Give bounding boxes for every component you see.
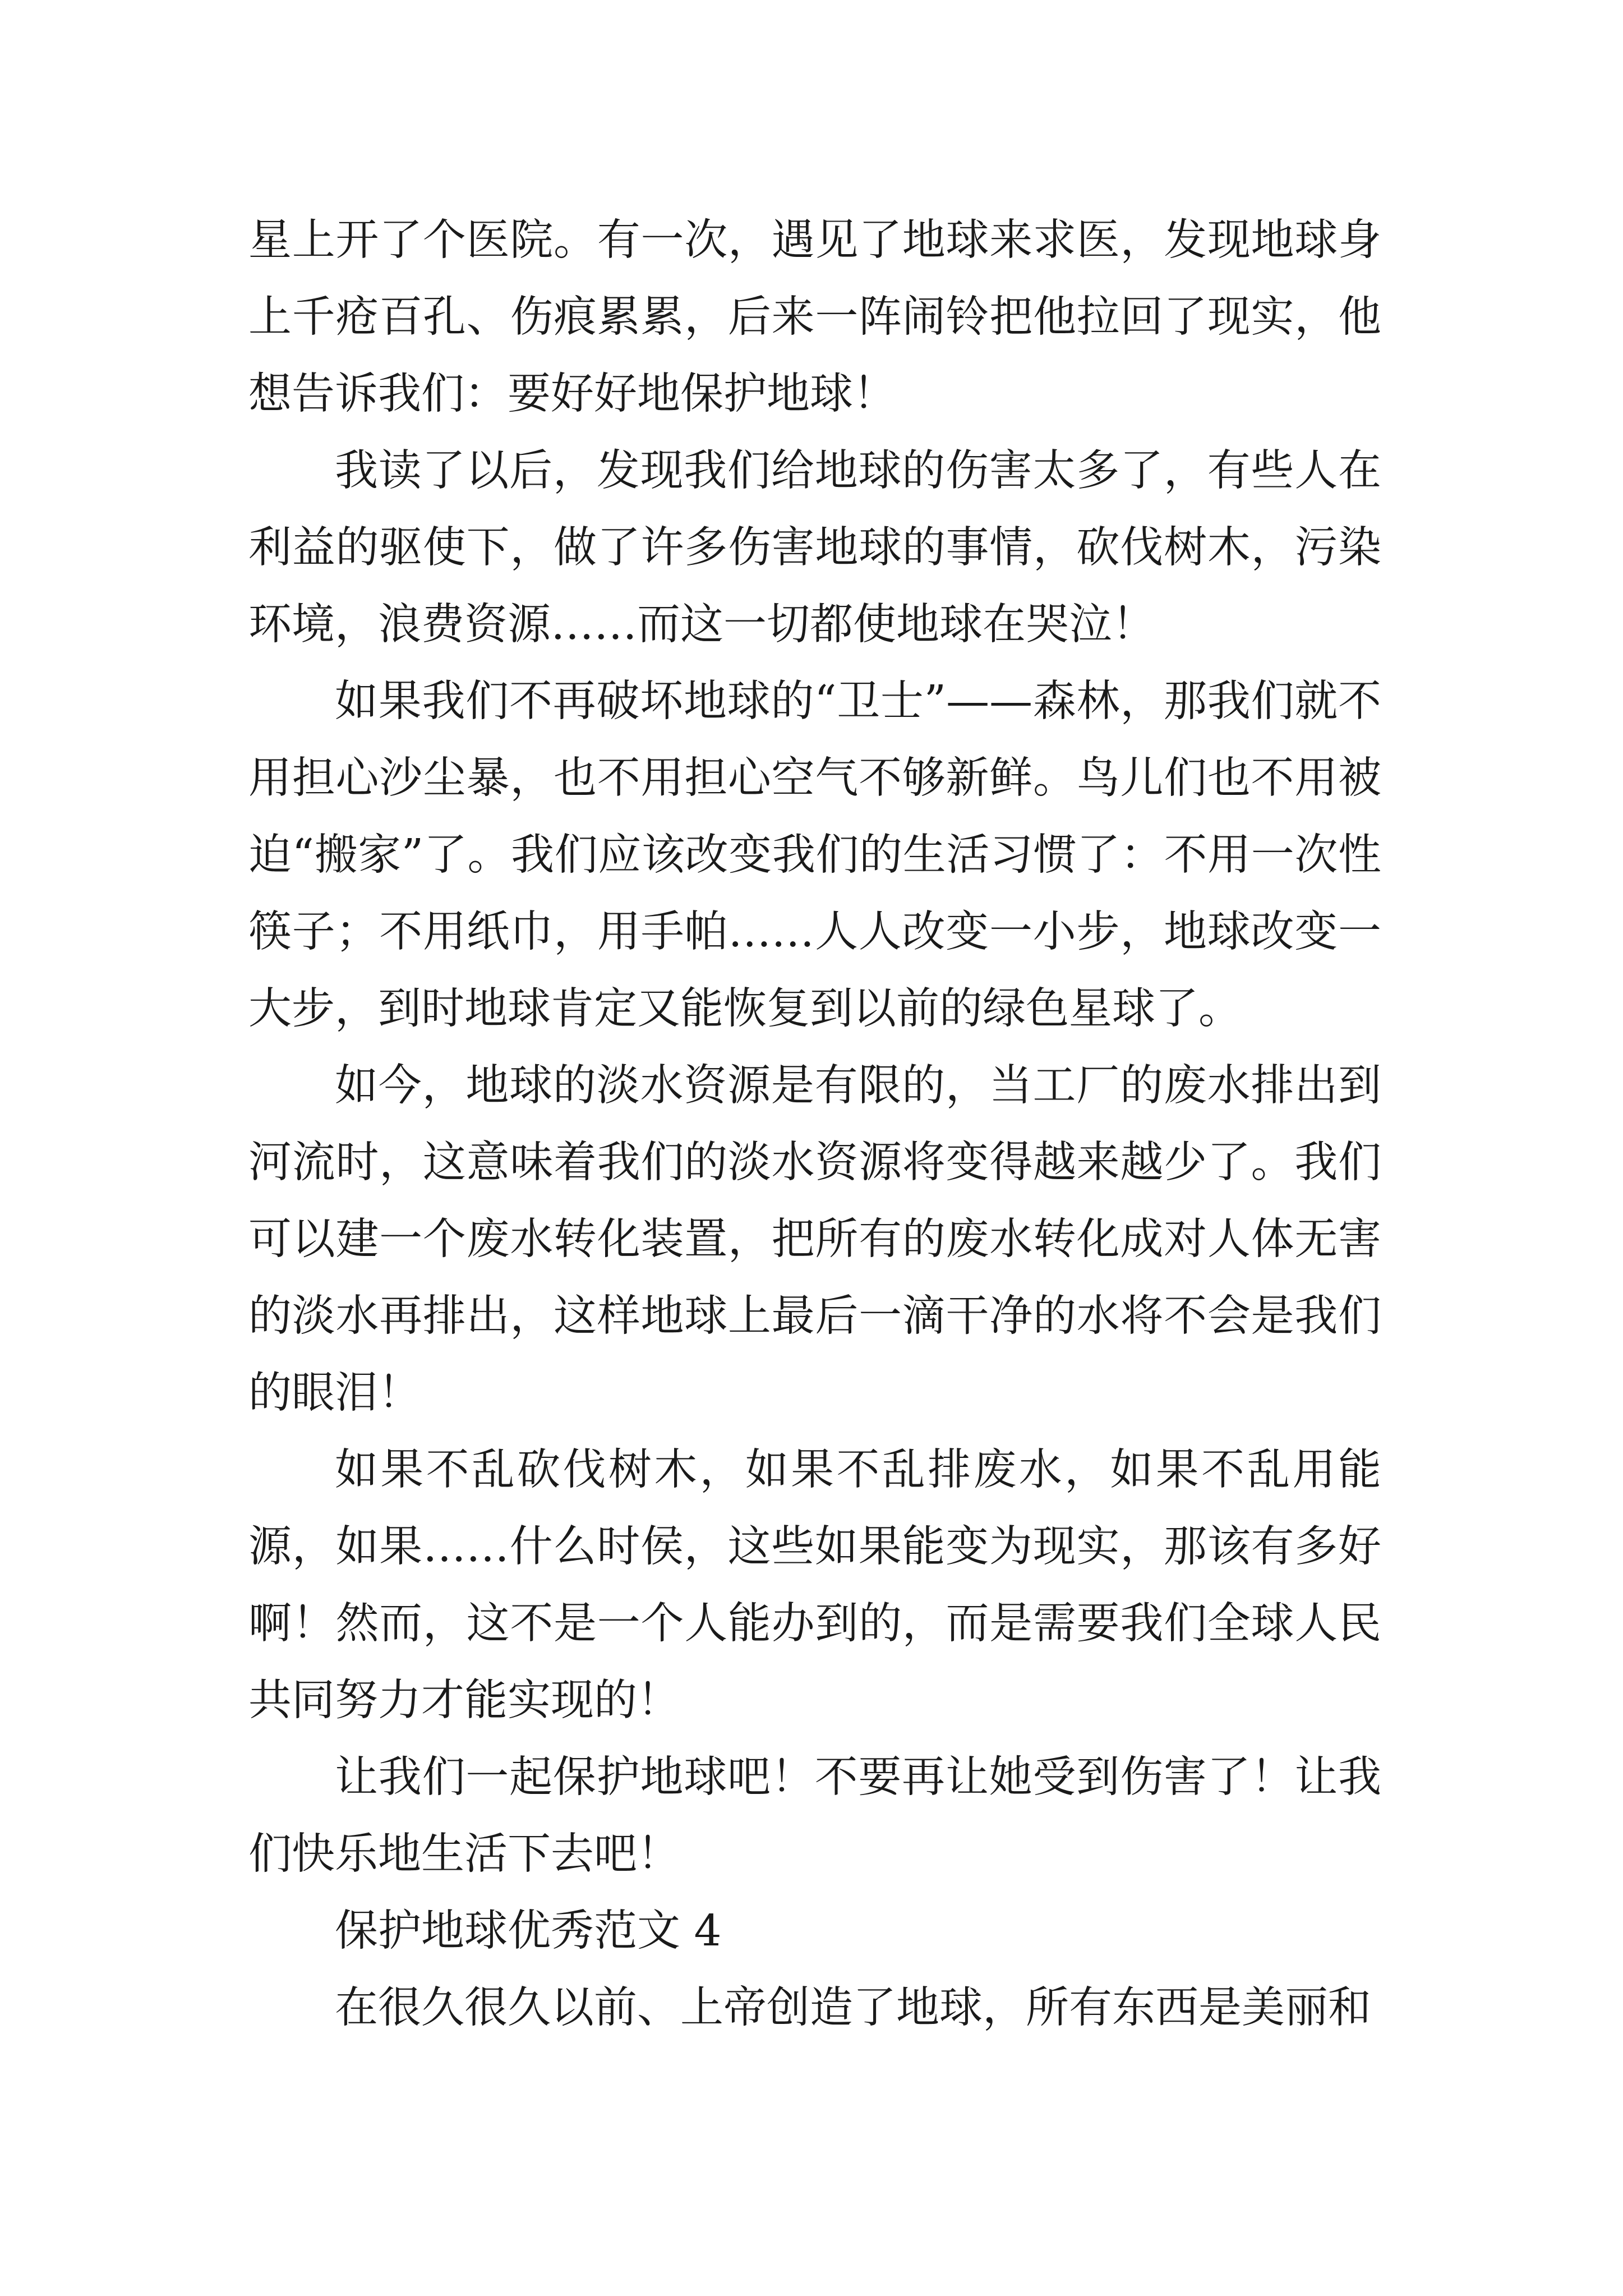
paragraph: 让我们一起保护地球吧！不要再让她受到伤害了！让我们快乐地生活下去吧！ (248, 1752, 1381, 1879)
paragraph-continuation: 星上开了个医院。有一次，遇见了地球来求医，发现地球身上千疮百孔、伤痕累累，后来一阵闹铃把他拉回了现实，他想告诉我们：要好好地保护地球！ (248, 215, 1381, 419)
paragraph: 如今，地球的淡水资源是有限的，当工厂的废水排出到河流时，这意味着我们的淡水资源将变得越来越少了。我们可以建一个废水转化装置，把所有的废水转化成对人体无害的淡水再排出，这样地球上最后一滴干净的水将不会是我们的眼泪！ (248, 1061, 1381, 1418)
paragraph: 如果不乱砍伐树木，如果不乱排废水，如果不乱用能源，如果……什么时侯，这些如果能变为现实，那该有多好啊！然而，这不是一个人能办到的，而是需要我们全球人民共同努力才能实现的！ (248, 1445, 1381, 1726)
section-heading: 保护地球优秀范文 4 (335, 1906, 722, 1956)
paragraph: 如果我们不再破坏地球的“卫士”——森林，那我们就不用担心沙尘暴，也不用担心空气不够新鲜。鸟儿们也不用被迫“搬家”了。我们应该改变我们的生活习惯了：不用一次性筷子；不用纸巾，用手帕……人人改变一小步，地球改变一大步，到时地球肯定又能恢复到以前的绿色星球了。 (248, 677, 1381, 1034)
document-body (248, 202, 1381, 2046)
paragraph: 在很久很久以前、上帝创造了地球，所有东西是美丽和 (335, 1983, 1371, 2033)
paragraph: 我读了以后，发现我们给地球的伤害太多了，有些人在利益的驱使下，做了许多伤害地球的事情，砍伐树木，污染环境，浪费资源……而这一切都使地球在哭泣！ (248, 446, 1381, 650)
